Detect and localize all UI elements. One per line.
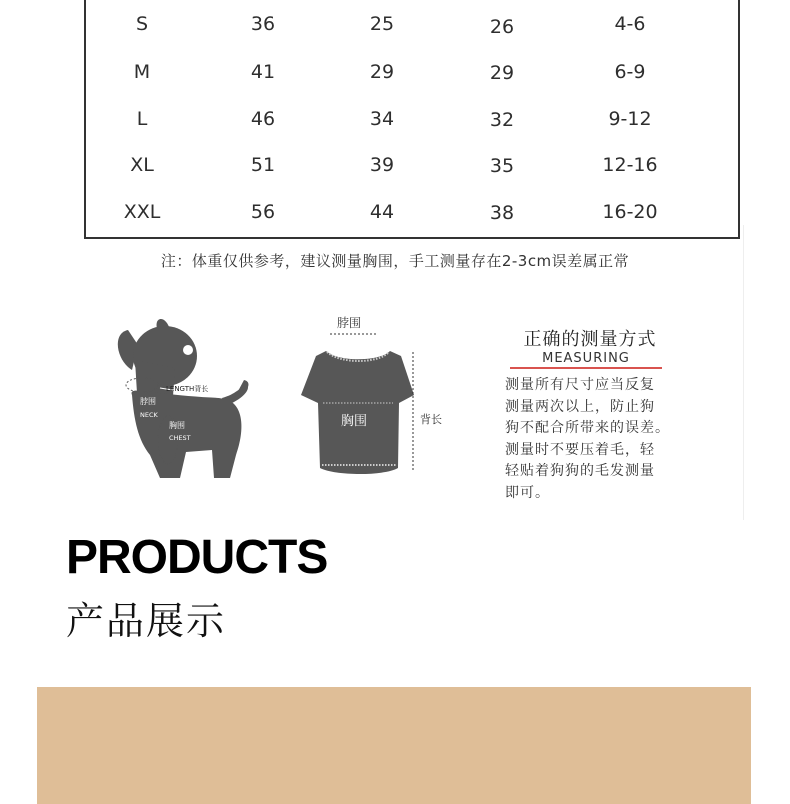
shirt-back-label: 背长 bbox=[420, 413, 442, 426]
measuring-title: 正确的测量方式 bbox=[523, 329, 657, 350]
weight-cell: 12-16 bbox=[602, 154, 658, 176]
dog-silhouette-icon bbox=[118, 319, 249, 478]
dog-eye-icon bbox=[183, 345, 193, 355]
table-row bbox=[86, 57, 738, 87]
table-row bbox=[86, 104, 738, 134]
value-cell: 41 bbox=[250, 61, 276, 83]
weight-cell: 9-12 bbox=[608, 108, 652, 130]
size-cell: XL bbox=[130, 154, 154, 176]
size-cell: S bbox=[135, 13, 149, 35]
value-cell: 34 bbox=[369, 108, 395, 130]
size-table bbox=[84, 0, 740, 239]
value-cell: 36 bbox=[250, 13, 276, 35]
dog-length-label: LENGTH背长 bbox=[166, 385, 209, 393]
table-row bbox=[86, 9, 738, 39]
weight-cell: 6-9 bbox=[614, 61, 646, 83]
measuring-subtitle: MEASURING bbox=[510, 351, 662, 369]
weight-cell: 4-6 bbox=[614, 13, 646, 35]
value-cell: 25 bbox=[369, 13, 395, 35]
value-cell: 51 bbox=[250, 154, 276, 176]
value-cell: 29 bbox=[489, 62, 515, 84]
weight-cell: 16-20 bbox=[602, 201, 658, 223]
value-cell: 46 bbox=[250, 108, 276, 130]
value-cell: 32 bbox=[489, 109, 515, 131]
shirt-neck-label: 脖围 bbox=[337, 316, 362, 330]
dog-chest-cn: 胸围 bbox=[169, 421, 185, 430]
table-row bbox=[86, 150, 738, 180]
measuring-text: 测量所有尺寸应当反复 测量两次以上，防止狗 狗不配合所带来的误差。 测量时不要压着毛，轻 轻贴着狗狗的毛发测量 即可。 bbox=[505, 377, 670, 501]
value-cell: 56 bbox=[250, 201, 276, 223]
size-cell: L bbox=[136, 108, 148, 130]
size-note: 注：体重仅供参考，建议测量胸围，手工测量存在2-3cm误差属正常 bbox=[160, 252, 630, 270]
value-cell: 35 bbox=[489, 155, 515, 177]
value-cell: 26 bbox=[489, 16, 515, 38]
measuring-instructions bbox=[505, 325, 705, 504]
shirt-chest-label: 胸围 bbox=[341, 414, 368, 429]
size-cell: XXL bbox=[123, 201, 161, 223]
dog-neck-cn: 脖围 bbox=[140, 397, 156, 406]
product-image-area bbox=[37, 687, 751, 804]
dog-neck-en: NECK bbox=[140, 411, 158, 419]
products-title: PRODUCTS bbox=[66, 531, 328, 584]
products-subtitle: 产品展示 bbox=[66, 599, 227, 643]
shirt-icon bbox=[301, 351, 414, 474]
value-cell: 38 bbox=[489, 202, 515, 224]
value-cell: 44 bbox=[369, 201, 395, 223]
dog-chest-en: CHEST bbox=[169, 434, 191, 442]
table-row bbox=[86, 197, 738, 227]
size-cell: M bbox=[133, 61, 151, 83]
value-cell: 29 bbox=[369, 61, 395, 83]
value-cell: 39 bbox=[369, 154, 395, 176]
